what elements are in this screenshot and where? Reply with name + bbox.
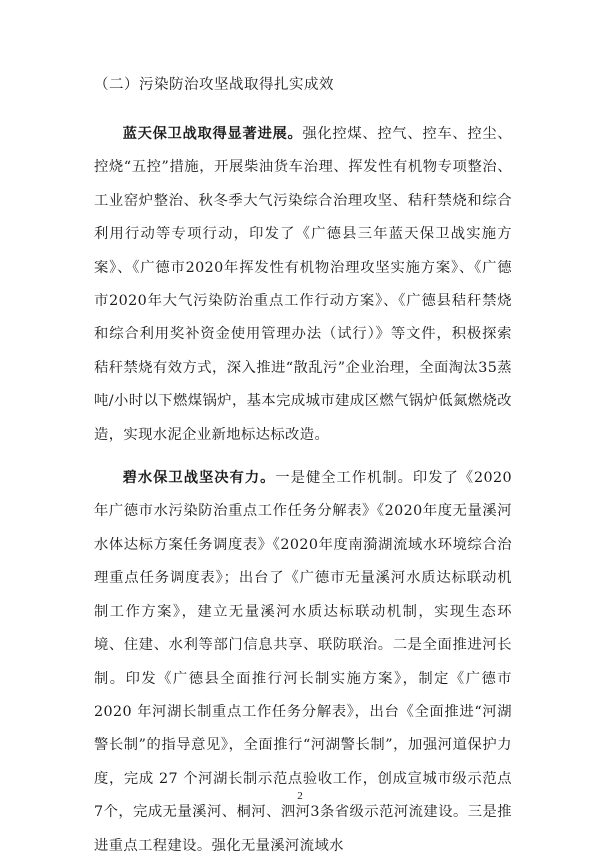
paragraph-water [94, 462, 512, 863]
paragraph-air [94, 118, 512, 452]
document-page [94, 64, 512, 863]
page-number: 2 [297, 790, 303, 802]
paragraph-lead: 蓝天保卫战取得显著进展。 [122, 126, 303, 142]
paragraph-body: 一是健全工作机制。印发了《2020年广德市水污染防治重点工作任务分解表》《2020年度无量溪河水体达标方案任务调度表》《2020年度南漪湖流域水环境综合治理重点任务调度表》；出台了《广德市无量溪河水质达标联动机制工作方案》，建立无量溪河水质达标联动机制，实现生态环境、住建、水利等部门信息共享、联防联治。二是全面推进河长制。印发《广德县全面推行河长制实施方案》，制定《广德市 2020 年河湖长制重点工作任务分解表》，出台《全面推进“河湖警长制”的指导意见》，全面推行“河湖警长制”，加强河道保护力度，完成 27 个河湖长制示范点验收工作，创成宣城市级示范点7个，完成无量溪河、桐河、泗河3条省级示范河流建设。三是推进重点工程建设。强化无量溪河流域水 [94, 470, 513, 854]
paragraph-lead: 碧水保卫战坚决有力。 [122, 470, 276, 487]
paragraph-body: 强化控煤、控气、控车、控尘、控烧“五控”措施，开展柴油货车治理、挥发性有机物专项整治、工业窑炉整治、秋冬季大气污染综合治理攻坚、秸秆禁烧和综合利用行动等专项行动，印发了《广德县三年蓝天保卫战实施方案》、《广德市2020年挥发性有机物治理攻坚实施方案》、《广德市2020年大气污染防治重点工作行动方案》、《广德县秸秆禁烧和综合利用奖补资金使用管理办法（试行）》等文件，积极探索秸秆禁烧有效方式，深入推进“散乱污”企业治理，全面淘汰35蒸吨/小时以下燃煤锅炉，基本完成城市建成区燃气锅炉低氮燃烧改造，实现水泥企业新地标达标改造。 [94, 126, 512, 443]
section-title: （二）污染防治攻坚战取得扎实成效 [94, 77, 334, 93]
